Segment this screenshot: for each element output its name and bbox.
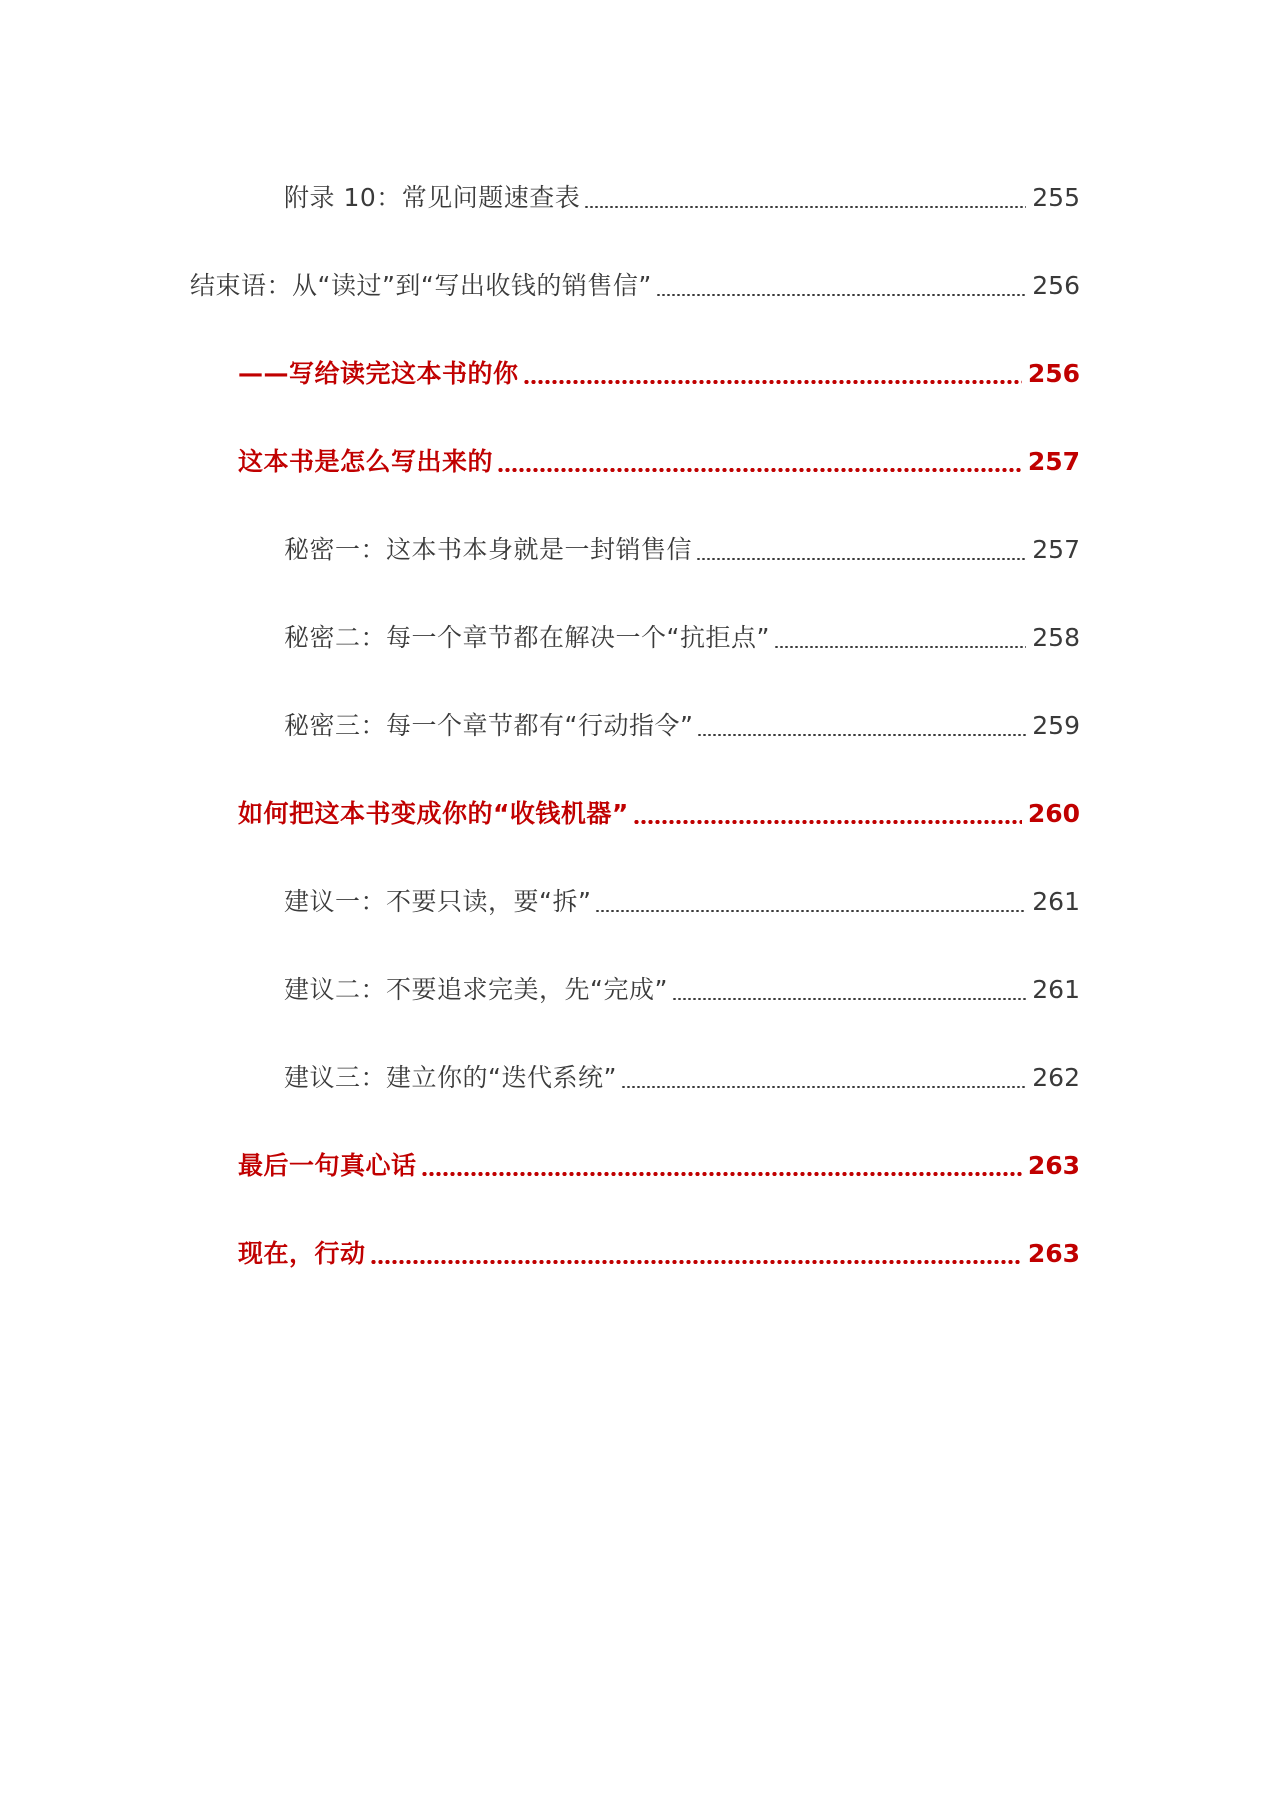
toc-entry-title: 现在，行动 [238, 1239, 366, 1268]
toc-entry-title: 如何把这本书变成你的“收钱机器” [238, 799, 629, 828]
toc-page-number: 259 [1032, 711, 1080, 740]
toc-dot-leader [672, 998, 1026, 1000]
toc-dot-leader [633, 820, 1022, 824]
toc-entry-title: 建议三：建立你的“迭代系统” [284, 1063, 617, 1092]
toc-page-number: 260 [1027, 799, 1080, 828]
toc-entry-conclusion[interactable] [190, 266, 1080, 306]
toc-entry-take-action[interactable] [238, 1234, 1080, 1274]
toc-entry-title: 秘密三：每一个章节都有“行动指令” [284, 711, 694, 740]
toc-entry-secret-3[interactable] [284, 706, 1080, 746]
toc-dot-leader [697, 734, 1026, 736]
toc-dot-leader [656, 294, 1026, 296]
toc-dot-leader [774, 646, 1026, 648]
toc-entry-title: 秘密二：每一个章节都在解决一个“抗拒点” [284, 623, 770, 652]
toc-page-number: 257 [1032, 535, 1080, 564]
toc-page-number: 261 [1032, 975, 1080, 1004]
toc-page-number: 257 [1027, 447, 1080, 476]
toc-entry-title: 这本书是怎么写出来的 [238, 447, 494, 476]
toc-entry-title: 建议二：不要追求完美，先“完成” [284, 975, 668, 1004]
toc-entry-final-words[interactable] [238, 1146, 1080, 1186]
toc-page-number: 256 [1027, 359, 1080, 388]
toc-dot-leader [523, 380, 1022, 384]
toc-dot-leader [621, 1086, 1026, 1088]
toc-entry-advice-1[interactable] [284, 882, 1080, 922]
toc-entry-advice-3[interactable] [284, 1058, 1080, 1098]
toc-page-number: 261 [1032, 887, 1080, 916]
toc-dot-leader [595, 910, 1026, 912]
toc-entry-secret-1[interactable] [284, 530, 1080, 570]
toc-dot-leader [584, 206, 1026, 208]
toc-page-number: 258 [1032, 623, 1080, 652]
toc-entry-to-the-reader[interactable] [238, 354, 1080, 394]
toc-page-number: 255 [1032, 183, 1080, 212]
toc-entry-title: 结束语：从“读过”到“写出收钱的销售信” [190, 271, 652, 300]
toc-entry-title: 秘密一：这本书本身就是一封销售信 [284, 535, 693, 564]
toc-dot-leader [497, 468, 1022, 472]
toc-dot-leader [421, 1172, 1022, 1176]
toc-dot-leader [696, 558, 1026, 560]
toc-page-number: 263 [1027, 1151, 1080, 1180]
toc-entry-title: ——写给读完这本书的你 [238, 359, 519, 388]
toc-entry-title: 建议一：不要只读，要“拆” [284, 887, 592, 916]
toc-entry-how-book-was-written[interactable] [238, 442, 1080, 482]
toc-entry-advice-2[interactable] [284, 970, 1080, 1010]
toc-page-number: 262 [1032, 1063, 1080, 1092]
toc-page-number: 256 [1032, 271, 1080, 300]
toc-entry-appendix-10[interactable] [284, 178, 1080, 218]
toc-dot-leader [370, 1260, 1022, 1264]
toc-entry-title: 最后一句真心话 [238, 1151, 417, 1180]
toc-entry-title: 附录 10：常见问题速查表 [284, 183, 581, 212]
toc-entry-secret-2[interactable] [284, 618, 1080, 658]
toc-page-number: 263 [1027, 1239, 1080, 1268]
toc-entry-money-machine[interactable] [238, 794, 1080, 834]
